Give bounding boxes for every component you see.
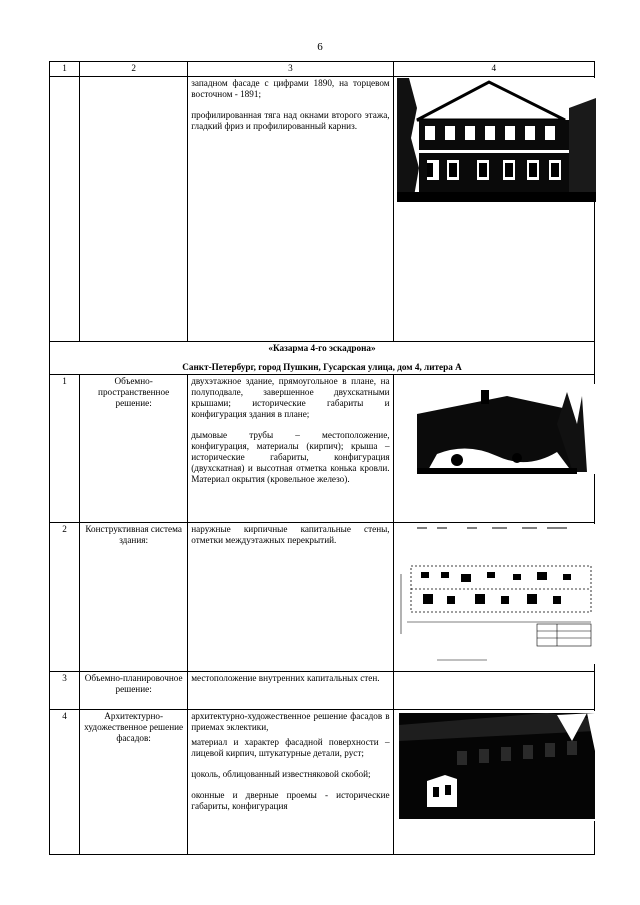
section-header-cell	[50, 342, 595, 375]
description-paragraph: двухэтажное здание, прямоугольное в плане, на полуподвале, завершенное двухскатными крышами; исторические габариты и конфигурация здания в плане;	[191, 376, 390, 419]
architectural-drawing	[397, 524, 596, 664]
row-number: 4	[50, 710, 80, 855]
row-description-cell	[188, 77, 393, 342]
description-paragraph: наружные кирпичные капитальные стены, отметки междуэтажных перекрытий.	[191, 524, 390, 545]
row-photo-cell	[393, 375, 594, 523]
row-name: Объемно-планировочное решение:	[80, 672, 188, 710]
description-paragraph: цоколь, облицованный известняковой скобой;	[191, 769, 371, 779]
table-row	[50, 710, 595, 855]
column-header-4: 4	[393, 62, 594, 77]
description-paragraph: оконные и дверные проемы - исторические габариты, конфигурация	[191, 790, 390, 811]
column-header-2: 2	[80, 62, 188, 77]
column-header-1: 1	[50, 62, 80, 77]
barracks-facade-photo	[397, 711, 596, 821]
row-description-cell	[188, 523, 393, 672]
row-name-cell	[80, 77, 188, 342]
row-number: 3	[50, 672, 80, 710]
page-number: 6	[317, 41, 323, 53]
description-paragraph: профилированная тяга над окнами второго этажа, гладкий фриз и профилированный карниз.	[191, 110, 390, 131]
row-number: 1	[50, 375, 80, 523]
description-paragraph: материал и характер фасадной поверхности – лицевой кирпич, штукатурные детали, руст;	[191, 737, 390, 758]
description-paragraph: дымовые трубы – местоположение, конфигурация, материалы (кирпич); крыша – исторические габариты, конфигурация (двухскатная) и высотная отметка конька кровли. Материал окрытия (кровельное железо).	[191, 430, 390, 484]
section-header-row	[50, 342, 595, 375]
section-title: «Казарма 4-го эскадрона»	[268, 343, 376, 353]
row-description-cell	[188, 710, 393, 855]
row-number-cell	[50, 77, 80, 342]
row-photo-cell	[393, 523, 594, 672]
column-header-3: 3	[188, 62, 393, 77]
table-header-row	[50, 62, 595, 77]
row-description-cell	[188, 672, 393, 710]
table-row	[50, 375, 595, 523]
table-row	[50, 77, 595, 342]
table-row	[50, 672, 595, 710]
barracks-winter-photo	[397, 384, 596, 474]
section-address: Санкт-Петербург, город Пушкин, Гусарская улица, дом 4, литера А	[182, 362, 462, 372]
description-paragraph: западном фасаде с цифрами 1890, на торцевом восточном - 1891;	[191, 78, 390, 99]
row-number: 2	[50, 523, 80, 672]
row-photo-cell	[393, 710, 594, 855]
building-facade-photo	[397, 78, 596, 202]
row-name: Архитектурно-художественное решение фасадов:	[80, 710, 188, 855]
row-name: Конструктивная система здания:	[80, 523, 188, 672]
row-description-cell	[188, 375, 393, 523]
description-paragraph: местоположение внутренних капитальных стен.	[191, 673, 380, 683]
row-photo-cell	[393, 672, 594, 710]
row-name: Объемно-пространственное решение:	[80, 375, 188, 523]
table-row	[50, 523, 595, 672]
row-photo-cell	[393, 77, 594, 342]
monument-table	[49, 61, 595, 855]
description-paragraph: архитектурно-художественное решение фасадов в приемах эклектики,	[191, 711, 390, 732]
